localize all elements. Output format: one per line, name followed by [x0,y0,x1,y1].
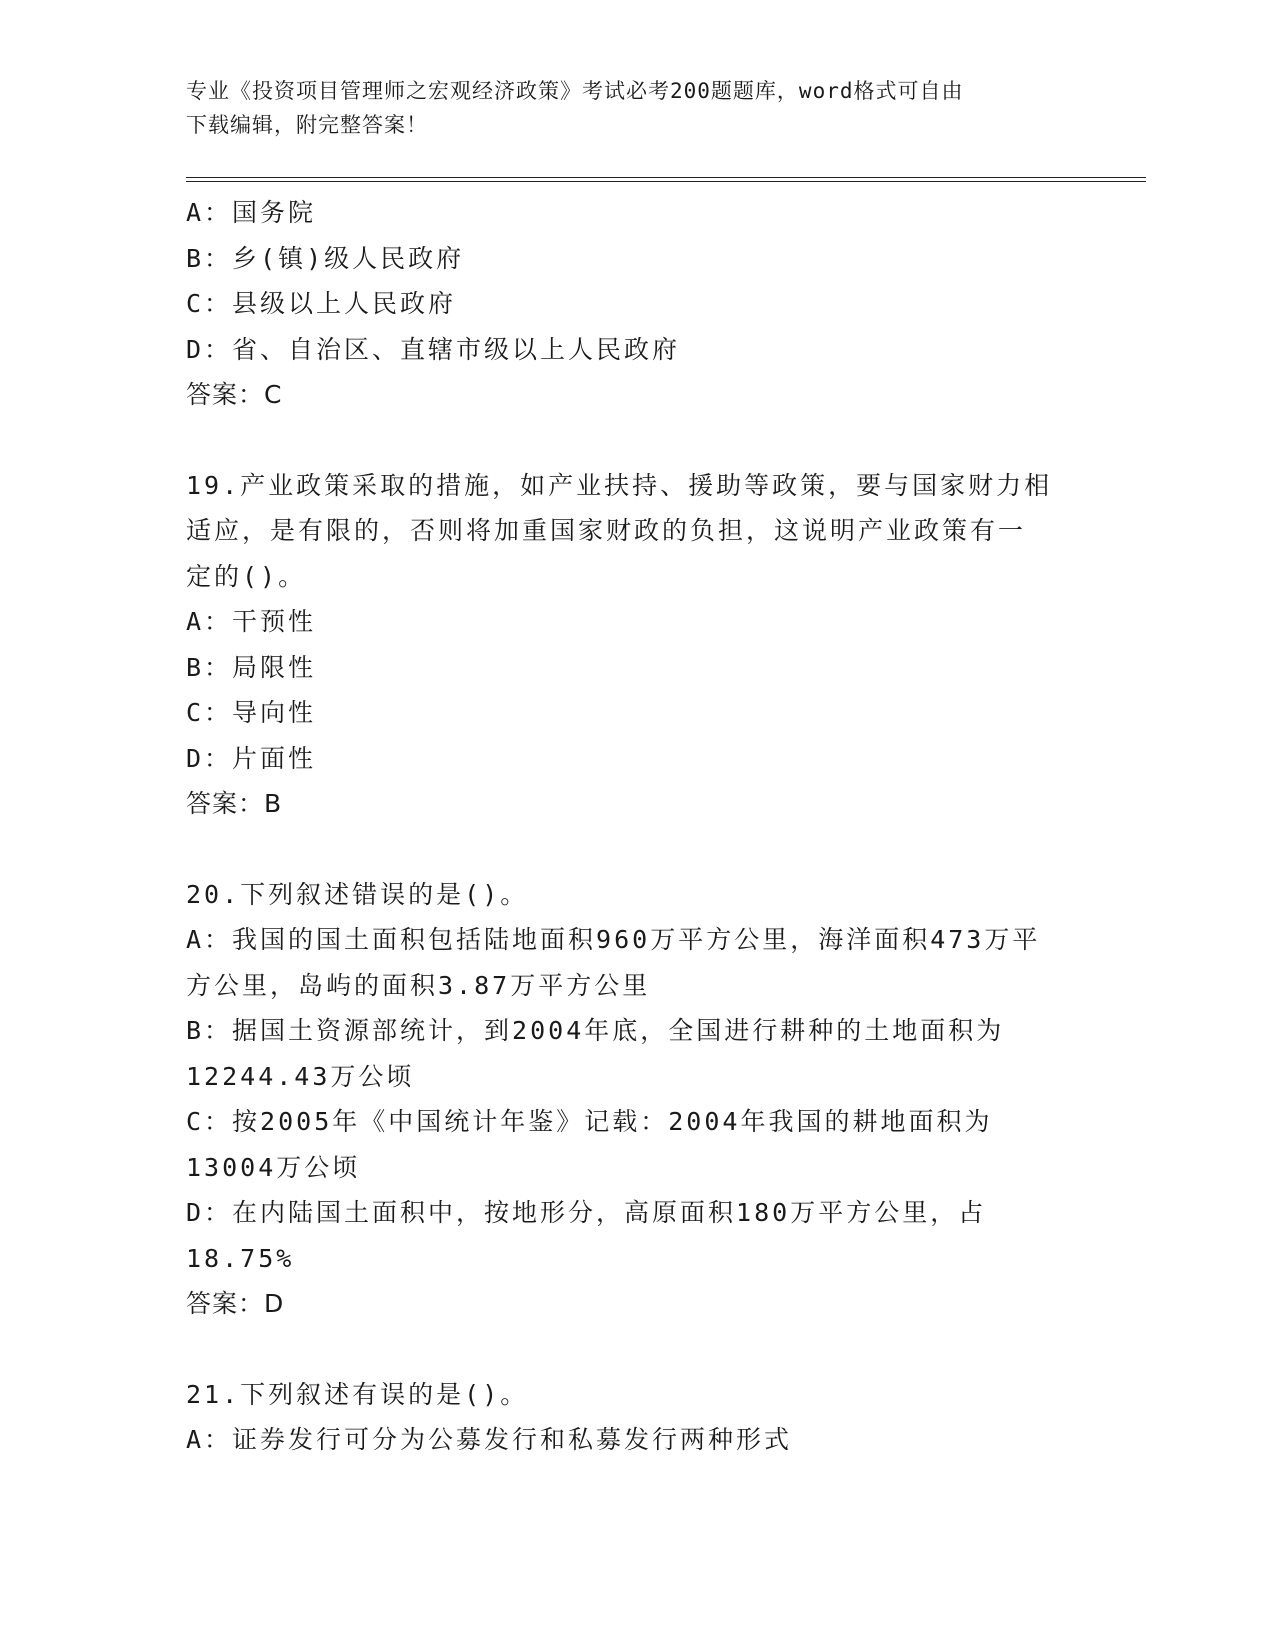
option-d: D：在内陆国土面积中，按地形分，高原面积180万平方公里，占 [186,1198,987,1227]
question-stem: 21.下列叙述有误的是()。 [186,1379,529,1409]
option-b-continued: 12244.43万公顷 [186,1061,415,1091]
header-line-1: 专业《投资项目管理师之宏观经济政策》考试必考200题题库，word格式可自由 [186,79,964,103]
option-c: C：县级以上人民政府 [186,289,457,318]
answer-label: 答案：D [186,1289,285,1318]
question-18-block [186,190,1066,418]
header-divider-top [186,177,1146,178]
option-d: D：省、自治区、直辖市级以上人民政府 [186,334,681,364]
question-stem: 20.下列叙述错误的是()。 [186,879,529,909]
option-b: B：乡(镇)级人民政府 [186,243,465,273]
document-header [186,74,1066,142]
question-20-block [186,872,1066,1327]
option-d-continued: 18.75% [186,1243,295,1273]
option-c: C：按2005年《中国统计年鉴》记载：2004年我国的耕地面积为 [186,1107,993,1136]
spacer [186,418,1066,463]
option-c-continued: 13004万公顷 [186,1152,361,1182]
option-b: B：局限性 [186,652,317,682]
option-d: D：片面性 [186,743,317,773]
question-19-block [186,463,1066,827]
answer-label: 答案：C [186,380,283,409]
spacer [186,1327,1066,1372]
option-a: A：我国的国土面积包括陆地面积960万平方公里，海洋面积473万平 [186,925,1041,954]
option-a: A：干预性 [186,607,317,636]
spacer [186,827,1066,872]
option-c: C：导向性 [186,698,317,727]
question-21-block [186,1372,1066,1463]
option-b: B：据国土资源部统计，到2004年底，全国进行耕种的土地面积为 [186,1016,1005,1045]
option-a: A：国务院 [186,198,317,227]
header-divider-bottom [186,181,1146,182]
option-a-continued: 方公里，岛屿的面积3.87万平方公里 [186,970,651,1000]
option-a: A：证券发行可分为公募发行和私募发行两种形式 [186,1425,793,1454]
header-line-2: 下载编辑，附完整答案！ [186,113,428,137]
answer-label: 答案：B [186,789,283,818]
question-content [186,190,1066,1463]
question-stem: 定的()。 [186,561,307,591]
question-stem: 19.产业政策采取的措施，如产业扶持、援助等政策，要与国家财力相 [186,470,1053,500]
question-stem: 适应，是有限的，否则将加重国家财政的负担，这说明产业政策有一 [186,516,1027,545]
